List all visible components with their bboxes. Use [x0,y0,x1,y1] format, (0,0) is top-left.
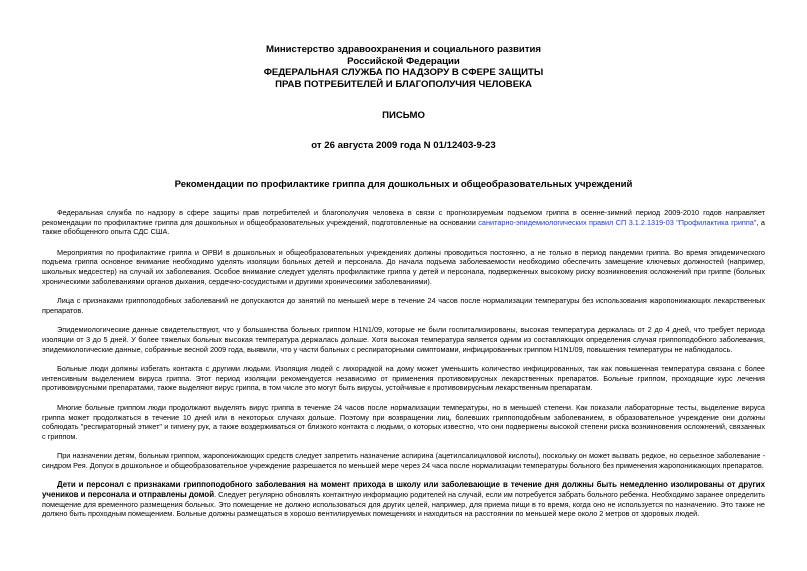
document-type: ПИСЬМО [382,110,425,121]
issuer-header [0,44,807,90]
paragraph-8-bold-lead: Дети и персонал с признаками гриппоподобного заболевания на момент прихода в школу или заболевающие в течение дня должны быть немедленно изолированы от других учеников и персонала и отправлены домой [42,480,765,500]
paragraph-4: Эпидемиологические данные свидетельствуют, что у большинства больных гриппом H1N1/09, которые не были госпитализированы, высокая температура держалась от 2 до 4 дней, что требует периода изоляции от 3 до 5 дней. У более тяжелых больных высокая температура держалась дольше. Хотя высокая температура является одним из составляющих определения случая гриппоподобного заболевания, эпидемиологические данные, собранные весной 2009 года, выявили, что у части больных с респираторными симптомами, инфицированных гриппом H1N1/09, повышения температуры не наблюдалось. [42,325,765,354]
paragraph-1 [42,208,765,237]
document-body [42,208,765,519]
issuer-line-1: Министерство здравоохранения и социального развития [265,44,542,55]
paragraph-7: При назначении детям, больным гриппом, жаропонижающих средств следует запретить назначение аспирина (ацетилсалициловой кислоты), поскольку он может вызвать редкое, но серьезное заболевание - синдром Рея. Допуск в дошкольное и общеобразовательное учреждение разрешается по меньшей мере через 24 часа после нормализации температуры больного без применения жаропонижающих препаратов. [42,451,765,470]
paragraph-1-text-a: Федеральная служба по надзору в сфере защиты прав потребителей и благополучия человека в связи с прогнозируемым подъемом гриппа в осенне-зимний период 2009-2010 годов направляет рекомендации по профилактике гриппа для дошкольных и общеобразовательных учреждений, подготовленные на основании [42,208,765,227]
paragraph-5: Больные люди должны избегать контакта с другими людьми. Изоляция людей с лихорадкой на дому может уменьшить количество инфицированных, так как повышенная температура связана с более интенсивным выделением вируса гриппа. Этот период изоляции рекомендуется независимо от применения противовирусных лекарственных препаратов. Больные гриппом, проходящие курс лечения противовирусными препаратами, также выделяют вирус гриппа, в том числе это могут быть вирусы, устойчивые к противовирусным лекарственным препаратам. [42,364,765,393]
paragraph-3: Лица с признаками гриппоподобных заболеваний не допускаются до занятий по меньшей мере в течение 24 часов после нормализации температуры без использования жаропонижающих лекарственных препаратов. [42,296,765,315]
issuer-line-4: ПРАВ ПОТРЕБИТЕЛЕЙ И БЛАГОПОЛУЧИЯ ЧЕЛОВЕКА [275,78,532,90]
sanitary-rules-link[interactable]: санитарно-эпидемиологических правил СП 3.1.2.1319-03 "Профилактика гриппа" [478,217,757,227]
paragraph-8-text: . Следует регулярно обновлять контактную информацию родителей на случай, если им потребуется забрать больного ребенка. Необходимо заранее определить помещение для временного размещения больных. Это помещение не должно использоваться для других целей, например, для приема пищи в то время, когда оно не используется по назначению. Это также не должно быть проходным помещением. Больные должны размещаться в хорошо вентилируемых помещениях и находиться на расстоянии по меньшей мере около 2 метров от здоровых людей. [42,490,766,519]
paragraph-8 [42,480,765,518]
issuer-line-2: Российской Федерации [347,55,460,67]
paragraph-6: Многие больные гриппом люди продолжают выделять вирус гриппа в течение 24 часов после нормализации температуры, но в меньшей степени. Как показали лабораторные тесты, выделение вируса гриппа может продолжаться в течение 10 дней или в некоторых случаях дольше. Поэтому при возвращении лиц, болевших гриппоподобным заболеванием, в образовательное учреждение они должны соблюдать "респираторный этикет" и гигиену рук, а также воздерживаться от близкого контакта с людьми, о которых известно, что они подвержены высокой степени риска возникновения осложнений, связанных с гриппом. [42,402,765,441]
document-title: Рекомендации по профилактике гриппа для дошкольных и общеобразовательных учреждений [174,179,633,190]
paragraph-2: Мероприятия по профилактике гриппа и ОРВИ в дошкольных и общеобразовательных учреждениях должны проводиться постоянно, а не только в период пандемии гриппа. Во время эпидемического подъема гриппа основное внимание необходимо уделять изоляции больных детей и персонала. До начала подъема заболеваемости необходимо обеспечить замещение ключевых должностей (например, школьных медсестер) на случай их заболевания. Особое внимание следует уделять профилактике гриппа у детей и персонала, подверженных высокому риску возникновения осложнений при гриппе (больных хроническими заболеваниями органов дыхания, сердечно-сосудистыми и другими хроническими заболеваниями). [42,247,765,286]
issuer-line-3: ФЕДЕРАЛЬНАЯ СЛУЖБА ПО НАДЗОРУ В СФЕРЕ ЗАЩИТЫ [263,67,544,78]
document-date-number: от 26 августа 2009 года N 01/12403-9-23 [311,140,496,151]
paragraph-1-text-b: , а также обобщенного опыта СДС США. [42,217,765,237]
